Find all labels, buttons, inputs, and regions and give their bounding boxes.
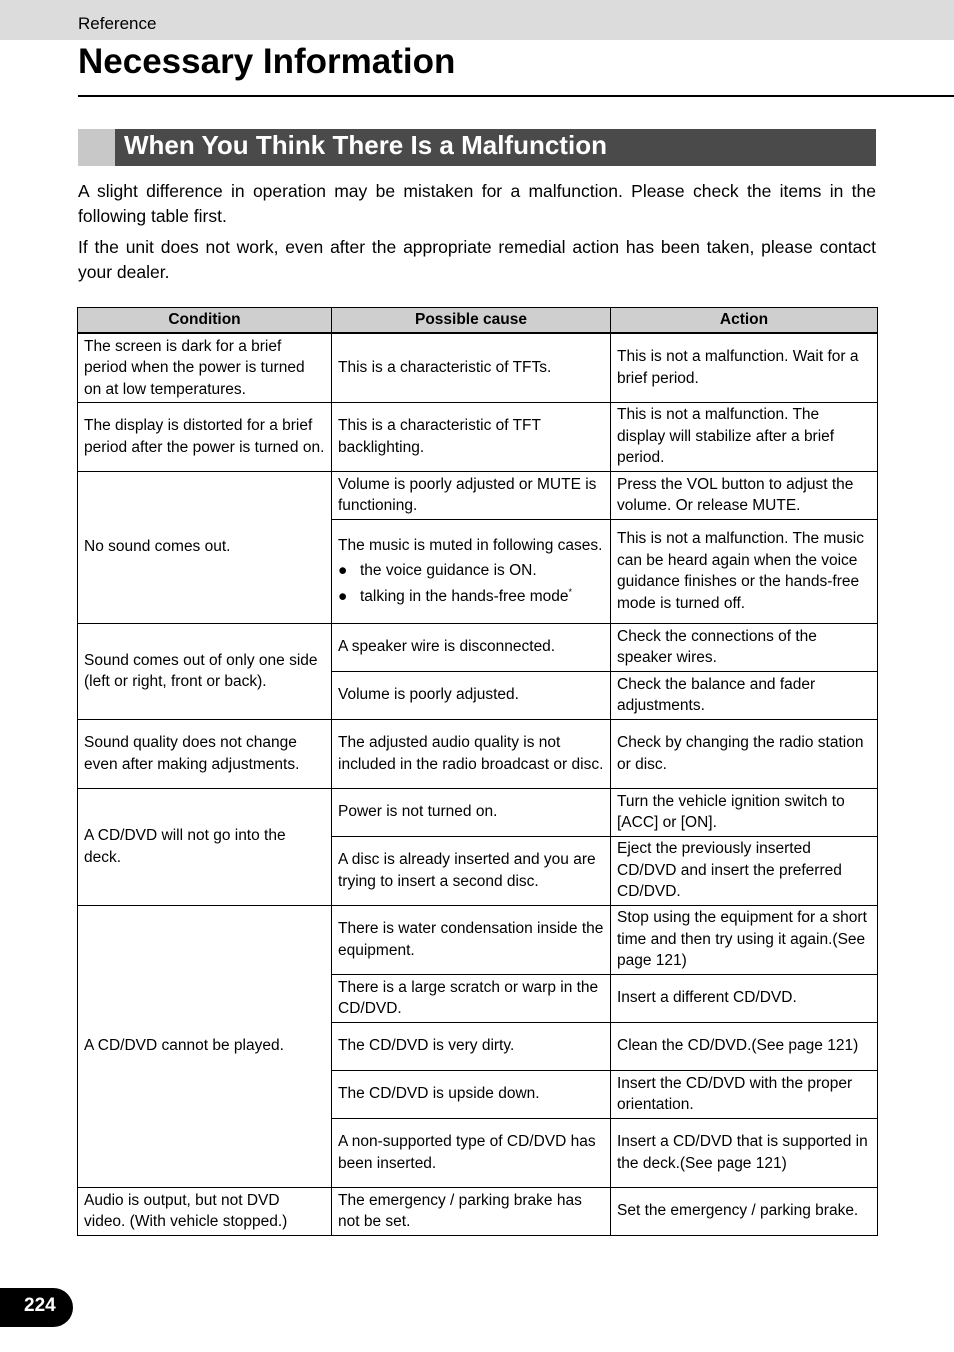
bullet-text: the voice guidance is ON.	[360, 562, 537, 580]
table-row	[78, 1187, 878, 1235]
condition-cell: Audio is output, but not DVD video. (With vehicle stopped.)	[78, 1187, 332, 1235]
condition-cell: A CD/DVD will not go into the deck.	[78, 788, 332, 905]
cause-cell: This is a characteristic of TFT backlighting.	[332, 402, 611, 471]
column-header: Condition	[78, 308, 332, 334]
table-row	[78, 471, 878, 519]
cause-cell: There is a large scratch or warp in the CD/DVD.	[332, 974, 611, 1022]
table-row	[78, 333, 878, 402]
page-title: Necessary Information	[78, 42, 456, 81]
bullet-item	[338, 560, 604, 582]
cause-cell: Volume is poorly adjusted.	[332, 671, 611, 719]
cause-cell: This is a characteristic of TFTs.	[332, 333, 611, 402]
bullet-item	[338, 586, 604, 608]
action-cell: Check by changing the radio station or disc.	[611, 719, 878, 788]
action-cell: Eject the previously inserted CD/DVD and insert the preferred CD/DVD.	[611, 836, 878, 905]
table-row	[78, 905, 878, 974]
intro-paragraph: If the unit does not work, even after the appropriate remedial action has been taken, please contact your dealer.	[78, 237, 876, 282]
cause-cell: Power is not turned on.	[332, 788, 611, 836]
cause-cell	[332, 519, 611, 623]
condition-cell: No sound comes out.	[78, 471, 332, 623]
action-cell: Set the emergency / parking brake.	[611, 1187, 878, 1235]
condition-cell: Sound quality does not change even after making adjustments.	[78, 719, 332, 788]
title-divider	[78, 95, 954, 97]
action-cell: Insert a CD/DVD that is supported in the deck.(See page 121)	[611, 1118, 878, 1187]
action-cell: Stop using the equipment for a short time and then try using it again.(See page 121)	[611, 905, 878, 974]
cause-cell: The emergency / parking brake has not be set.	[332, 1187, 611, 1235]
bullet-dot-icon: ●	[338, 587, 348, 605]
cause-text: The music is muted in following cases.	[338, 536, 603, 554]
cause-cell: A non-supported type of CD/DVD has been inserted.	[332, 1118, 611, 1187]
table-row	[78, 402, 878, 471]
action-cell: Check the balance and fader adjustments.	[611, 671, 878, 719]
section-label: Reference	[78, 14, 157, 33]
table-header-row	[78, 308, 878, 334]
condition-cell: The screen is dark for a brief period when the power is turned on at low temperatures.	[78, 333, 332, 402]
cause-cell: Volume is poorly adjusted or MUTE is functioning.	[332, 471, 611, 519]
cause-cell: The adjusted audio quality is not included in the radio broadcast or disc.	[332, 719, 611, 788]
action-cell: Press the VOL button to adjust the volume. Or release MUTE.	[611, 471, 878, 519]
footnote-mark: *	[568, 586, 573, 597]
condition-cell: A CD/DVD cannot be played.	[78, 905, 332, 1187]
action-cell: Check the connections of the speaker wires.	[611, 623, 878, 671]
cause-cell: There is water condensation inside the equipment.	[332, 905, 611, 974]
cause-cell: The CD/DVD is upside down.	[332, 1070, 611, 1118]
table-row	[78, 623, 878, 671]
action-cell: Insert the CD/DVD with the proper orientation.	[611, 1070, 878, 1118]
intro-paragraph: A slight difference in operation may be mistaken for a malfunction. Please check the items in the following table first.	[78, 181, 876, 226]
action-cell: Insert a different CD/DVD.	[611, 974, 878, 1022]
cause-cell: The CD/DVD is very dirty.	[332, 1022, 611, 1070]
bullet-text: talking in the hands-free mode	[360, 587, 569, 605]
table-row	[78, 788, 878, 836]
action-cell: This is not a malfunction. Wait for a brief period.	[611, 333, 878, 402]
bullet-dot-icon: ●	[338, 562, 348, 580]
cause-cell: A speaker wire is disconnected.	[332, 623, 611, 671]
action-cell: This is not a malfunction. The music can be heard again when the voice guidance finishes or the hands-free mode is turned off.	[611, 519, 878, 623]
page-number: 224	[24, 1295, 56, 1316]
heading-tab-marker	[78, 129, 115, 166]
table-row	[78, 719, 878, 788]
page-number-badge	[0, 1288, 73, 1327]
cause-cell: A disc is already inserted and you are trying to insert a second disc.	[332, 836, 611, 905]
action-cell: Clean the CD/DVD.(See page 121)	[611, 1022, 878, 1070]
condition-cell: Sound comes out of only one side (left or right, front or back).	[78, 623, 332, 719]
troubleshooting-table	[77, 307, 878, 1236]
column-header: Action	[611, 308, 878, 334]
action-cell: Turn the vehicle ignition switch to [ACC] or [ON].	[611, 788, 878, 836]
section-heading-bar	[78, 129, 876, 166]
condition-cell: The display is distorted for a brief period after the power is turned on.	[78, 402, 332, 471]
action-cell: This is not a malfunction. The display will stabilize after a brief period.	[611, 402, 878, 471]
column-header: Possible cause	[332, 308, 611, 334]
section-heading: When You Think There Is a Malfunction	[124, 130, 607, 160]
